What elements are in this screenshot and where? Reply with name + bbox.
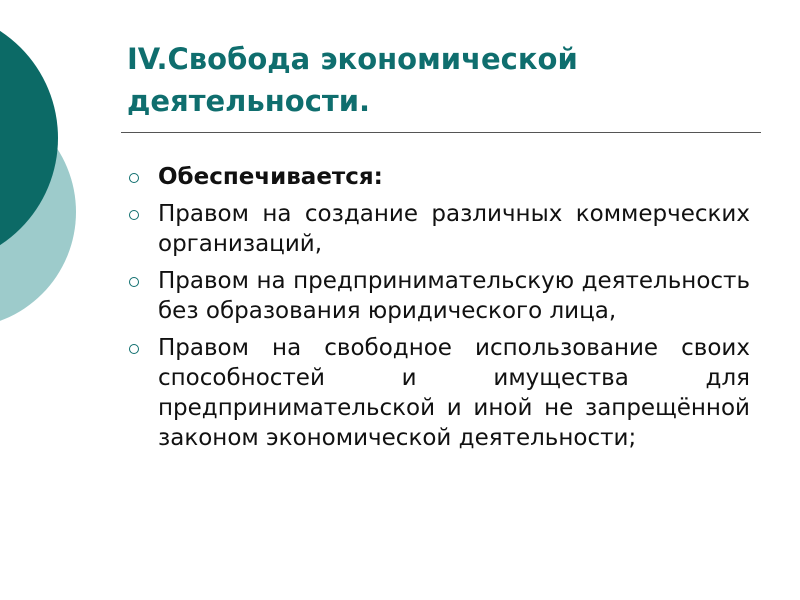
- open-circle-bullet-icon: [129, 344, 139, 354]
- open-circle-bullet-icon: [129, 210, 139, 220]
- bullet-text: Правом на предпринимательскую деятельность без образования юридического лица,: [158, 268, 750, 324]
- bullet-text: Обеспечивается:: [158, 164, 383, 190]
- bullet-list: [127, 162, 750, 460]
- bullet-item: [127, 266, 750, 326]
- decorative-circles: [0, 0, 120, 340]
- bullet-item: [127, 199, 750, 259]
- slide-title: IV.Свобода экономической деятельности.: [127, 42, 578, 118]
- bullet-item: [127, 333, 750, 453]
- open-circle-bullet-icon: [129, 173, 139, 183]
- bullet-text: Правом на создание различных коммерческих организаций,: [158, 201, 750, 257]
- open-circle-bullet-icon: [129, 277, 139, 287]
- bullet-text: Правом на свободное использование своих способностей и имущества для предпринимательской и иной не запрещённой законом экономической деятельности;: [158, 335, 750, 451]
- bullet-item: [127, 162, 750, 192]
- title-divider: [121, 132, 761, 133]
